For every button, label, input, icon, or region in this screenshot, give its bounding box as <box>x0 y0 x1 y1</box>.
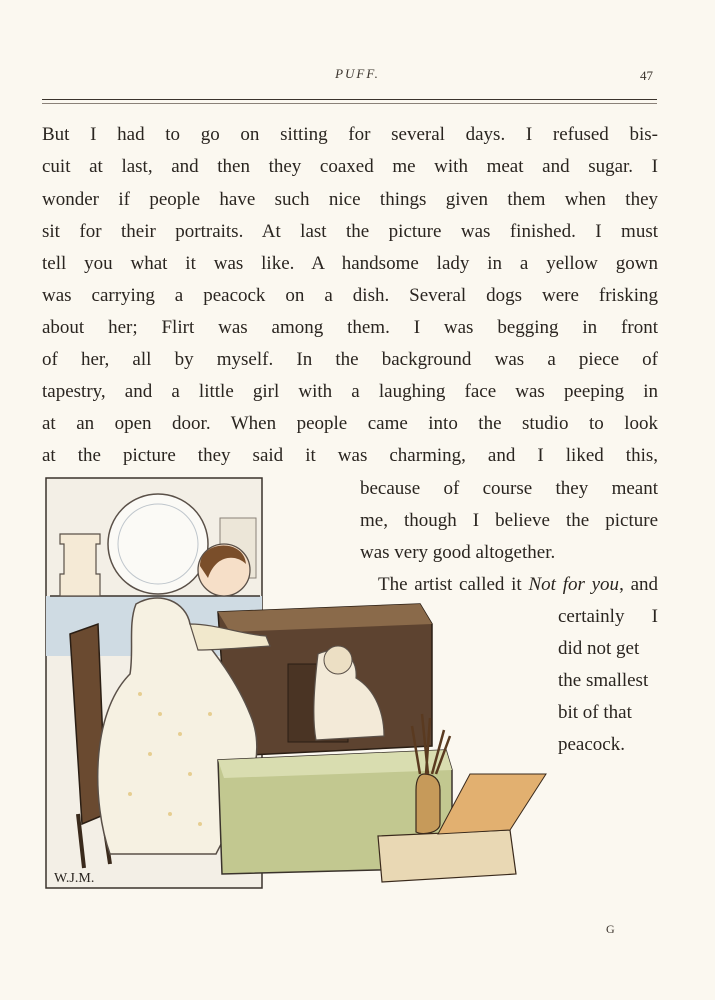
text-line: But I had to go on sitting for several days. I refused bis- <box>42 124 658 145</box>
text-line: sit for their portraits. At last the picture was finished. I must <box>42 221 658 242</box>
vase <box>60 534 100 596</box>
text-line: tell you what it was like. A handsome lady in a yellow gown <box>42 253 658 274</box>
text-line: me, though I believe the picture <box>360 510 658 531</box>
text-line: about her; Flirt was among them. I was begging in front <box>42 317 658 338</box>
header-rule-secondary <box>42 103 657 104</box>
text-line: of her, all by myself. In the background was a piece of <box>42 349 658 370</box>
running-head: PUFF. <box>335 66 380 81</box>
text-line: did not get <box>558 638 640 659</box>
text-line: certainly I <box>558 606 658 627</box>
page-number: 47 <box>640 68 653 83</box>
text-line: tapestry, and a little girl with a laughing face was peeping in <box>42 381 658 402</box>
text-line: cuit at last, and then they coaxed me with meat and sugar. I <box>42 156 658 177</box>
brush-jar <box>416 774 440 834</box>
signature-mark: G <box>606 922 615 936</box>
text-run: , and <box>619 574 659 595</box>
text-line: the smallest <box>558 670 649 691</box>
monogram: W.J.M. <box>54 871 95 886</box>
text-line: at the picture they said it was charming, and I liked this, <box>42 445 658 466</box>
plate <box>108 494 208 594</box>
dog-head <box>324 646 352 674</box>
paint-box-lid <box>438 774 546 834</box>
picture-title: Not for you <box>528 574 620 595</box>
text-run: The artist called it <box>378 574 529 595</box>
illustration-lady-and-dog <box>40 474 550 894</box>
paint-box <box>378 830 516 882</box>
text-line: bit of that <box>558 702 632 723</box>
text-line: peacock. <box>558 734 625 755</box>
text-line: because of course they meant <box>360 478 658 499</box>
text-line: was very good altogether. <box>360 542 556 563</box>
text-line: was carrying a peacock on a dish. Several dogs were frisking <box>42 285 658 306</box>
text-line: at an open door. When people came into the studio to look <box>42 413 658 434</box>
text-line: wonder if people have such nice things given them when they <box>42 189 658 210</box>
header-rule <box>42 99 657 100</box>
